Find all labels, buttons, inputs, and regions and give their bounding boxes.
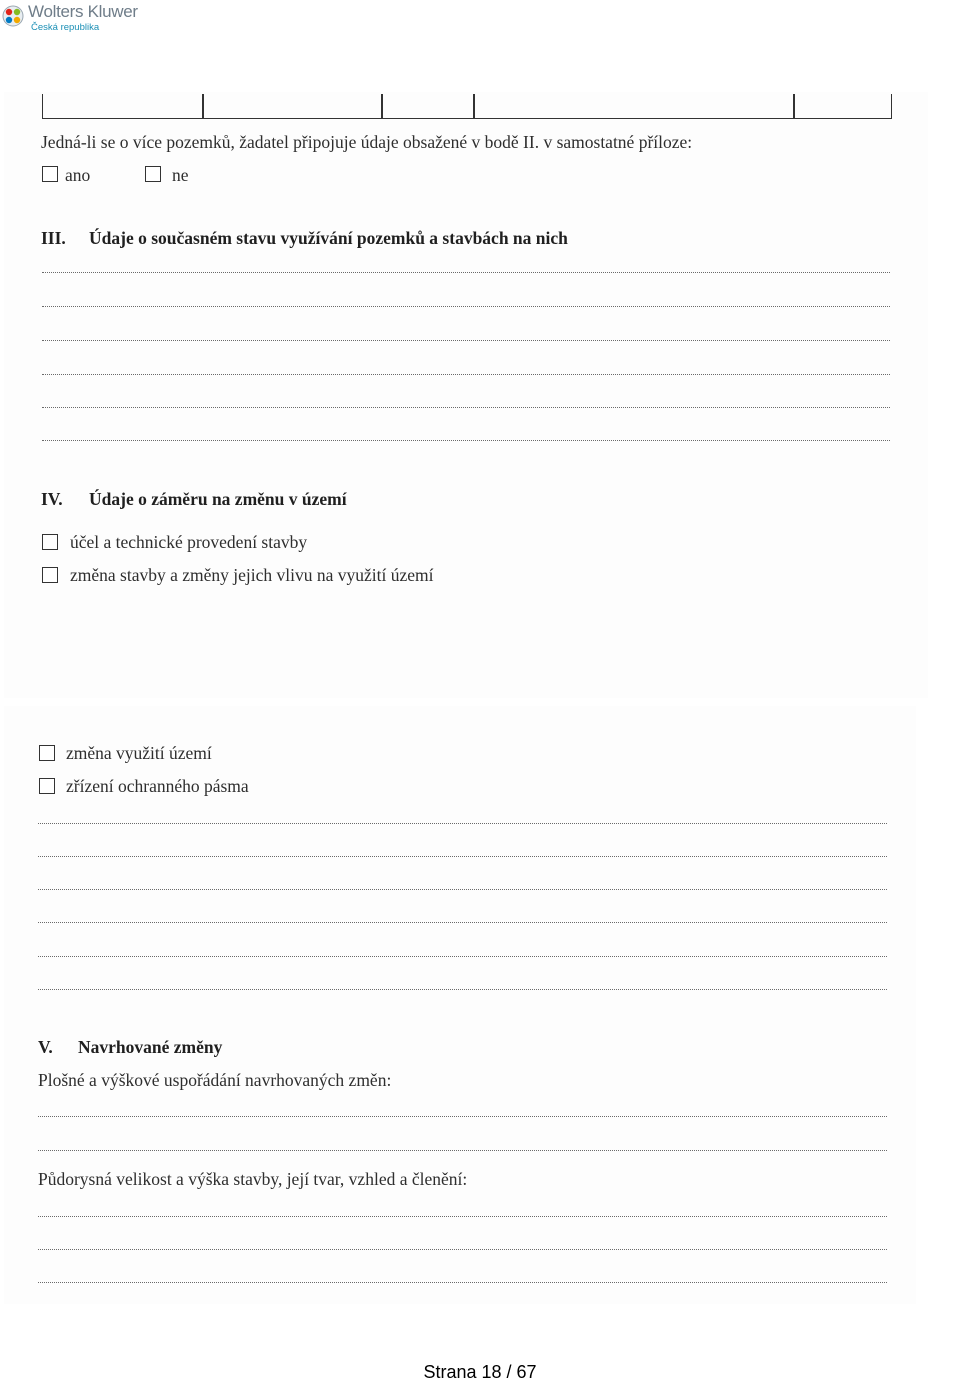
section-5-title: Navrhované změny [78,1037,223,1057]
layout-input-line[interactable] [38,1116,887,1117]
section-5-number: V. [38,1037,53,1057]
checkbox-purpose[interactable] [42,534,58,550]
section-3-heading [41,227,568,249]
section-4-input-line[interactable] [38,956,887,957]
option-land-use-change-label: změna využití území [66,743,212,763]
section-4-heading [41,488,347,510]
table-fragment [42,94,892,119]
table-divider [473,94,475,118]
section-3-input-line[interactable] [42,374,890,375]
option-purpose-label: účel a technické provedení stavby [70,532,308,552]
section-3-input-line[interactable] [42,407,890,408]
page-footer [0,1362,960,1383]
layout-label: Plošné a výškové uspořádání navrhovaných změn: [38,1070,392,1090]
size-input-line[interactable] [38,1282,887,1283]
brand-logo [2,2,138,36]
scanned-page-part-1 [4,92,928,698]
checkbox-building-change[interactable] [42,567,58,583]
page-number: Strana 18 / 67 [423,1362,537,1382]
section-4-number: IV. [41,489,63,509]
brand-subtitle: Česká republika [31,22,100,33]
checkbox-land-use-change[interactable] [39,745,55,761]
option-building-change-label: změna stavby a změny jejich vlivu na využití území [70,565,434,585]
option-no-label: ne [172,165,189,185]
section-4-input-line[interactable] [38,856,887,857]
checkbox-no[interactable] [145,166,161,182]
size-label: Půdorysná velikost a výška stavby, její tvar, vzhled a členění: [38,1169,468,1189]
section-4-title: Údaje o záměru na změnu v území [89,489,347,509]
size-input-line[interactable] [38,1249,887,1250]
brand-name: Wolters Kluwer [28,2,138,21]
wolters-kluwer-logo-icon [2,5,24,27]
multi-plots-question: Jedná-li se o více pozemků, žadatel připojuje údaje obsažené v bodě II. v samostatné příloze: [41,132,693,152]
checkbox-yes[interactable] [42,166,58,182]
section-5-heading [38,1036,222,1058]
size-input-line[interactable] [38,1216,887,1217]
section-4-input-line[interactable] [38,989,887,990]
section-3-input-line[interactable] [42,272,890,273]
table-divider [381,94,383,118]
option-protection-zone-label: zřízení ochranného pásma [66,776,249,796]
section-4-input-line[interactable] [38,823,887,824]
option-yes-label: ano [65,165,91,185]
section-4-input-line[interactable] [38,922,887,923]
layout-input-line[interactable] [38,1150,887,1151]
section-3-number: III. [41,228,66,248]
section-3-input-line[interactable] [42,440,890,441]
table-divider [202,94,204,118]
section-3-input-line[interactable] [42,306,890,307]
checkbox-protection-zone[interactable] [39,778,55,794]
section-3-input-line[interactable] [42,340,890,341]
table-divider [793,94,795,118]
section-4-input-line[interactable] [38,889,887,890]
section-3-title: Údaje o současném stavu využívání pozemků a stavbách na nich [89,228,568,248]
